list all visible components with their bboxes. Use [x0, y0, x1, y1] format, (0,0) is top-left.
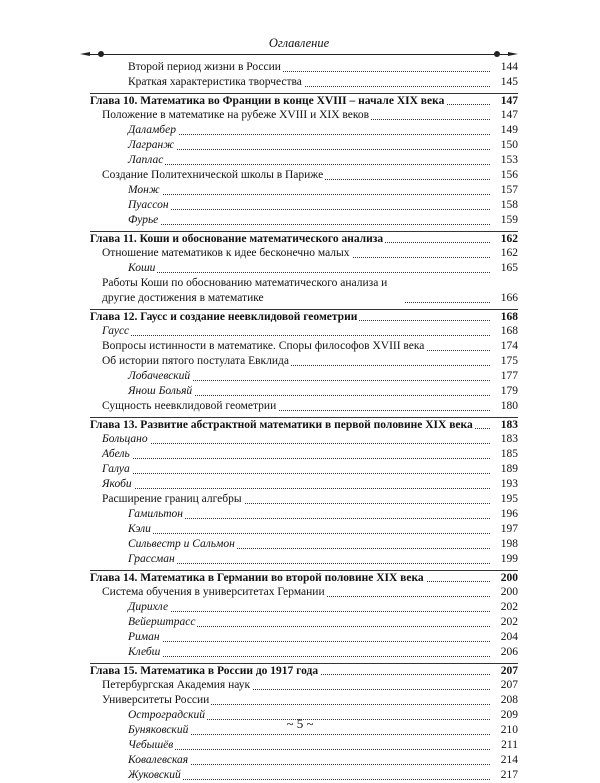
toc-entry-title: Создание Политехнической школы в Париже	[102, 169, 324, 181]
toc-entry-title: Вопросы истинности в математике. Споры философов XVIII века	[102, 340, 425, 352]
toc-entry-title: Абель	[102, 448, 130, 460]
toc-entry-title: Грассман	[128, 553, 175, 565]
toc-entry-page: 177	[490, 369, 518, 384]
toc-entry-title: Система обучения в университетах Германии	[102, 586, 325, 598]
toc-entry-page: 162	[490, 232, 518, 247]
header-rule-right-end	[508, 52, 518, 56]
toc-entry-page: 189	[490, 462, 518, 477]
toc-entry	[90, 432, 518, 447]
toc-entry-title: Буняковский	[128, 724, 189, 736]
toc-leader-dots	[128, 209, 490, 210]
header-rule-right-dot	[494, 51, 500, 57]
toc-entry-title: Глава 10. Математика во Франции в конце XVIII – начале XIX века	[90, 95, 445, 107]
toc-entry	[90, 354, 518, 369]
toc-entry-title: Лаплас	[128, 154, 164, 166]
toc-leader-dots	[128, 164, 490, 165]
toc-entry-title: Отношение математиков к идее бесконечно малых	[102, 247, 350, 259]
toc-leader-dots	[102, 458, 490, 459]
toc-leader-dots	[102, 488, 490, 489]
toc-entry	[90, 198, 518, 213]
toc-entry	[90, 246, 518, 261]
toc-entry-page: 208	[490, 693, 518, 708]
toc-entry	[90, 462, 518, 477]
toc-entry-page: 157	[490, 183, 518, 198]
toc-entry-title: Кэли	[128, 523, 151, 535]
toc-entry-page: 197	[490, 522, 518, 537]
toc-entry-page: 183	[490, 418, 518, 433]
toc-entry	[90, 183, 518, 198]
toc-entry-title: Гаусс	[102, 325, 130, 337]
toc-entry	[90, 213, 518, 228]
toc-entry-page: 209	[490, 708, 518, 723]
toc-entry-title: Фурье	[128, 214, 159, 226]
toc-entry-page: 185	[490, 447, 518, 462]
toc-entry-title: Даламбер	[128, 124, 176, 136]
toc-entry-title: Монж	[128, 184, 160, 196]
toc-entry-title: Жуковский	[128, 769, 181, 781]
running-header-title: Оглавление	[268, 36, 330, 50]
toc-entry-page: 162	[490, 246, 518, 261]
toc-entry	[90, 507, 518, 522]
toc-entry-title: Остроградский	[128, 709, 206, 721]
toc-entry	[90, 399, 518, 414]
toc-entry-title: Якоби	[102, 478, 132, 490]
toc-entry	[90, 768, 518, 783]
toc-entry-title: Пуассон	[128, 199, 169, 211]
toc-leader-dots	[128, 224, 490, 225]
toc-entry-page: 175	[490, 354, 518, 369]
header-rule-left-end	[80, 52, 90, 56]
toc-entry-title: Университеты России	[102, 694, 210, 706]
toc-entry	[90, 108, 518, 123]
toc-entry-title: Галуа	[102, 463, 130, 475]
toc-leader-dots	[128, 641, 490, 642]
toc-leader-dots	[128, 611, 490, 612]
toc-entry-page: 144	[490, 60, 518, 75]
toc-entry-page: 147	[490, 108, 518, 123]
toc-entry-page: 145	[490, 75, 518, 90]
toc-entry-title: Коши	[128, 262, 156, 274]
toc-entry	[90, 447, 518, 462]
header-rule-left-dot	[98, 51, 104, 57]
toc-entry-page: 210	[490, 723, 518, 738]
toc-entry-page: 147	[490, 94, 518, 109]
toc-entry-page: 214	[490, 753, 518, 768]
toc-entry-page: 207	[490, 678, 518, 693]
toc-entry	[90, 123, 518, 138]
toc-chapter	[90, 231, 518, 246]
toc-entry-title: Глава 13. Развитие абстрактной математики в первой половине XIX века	[90, 419, 473, 431]
toc-entry-page: 217	[490, 768, 518, 783]
toc-entry	[90, 492, 518, 507]
toc-entry-title: Риман	[128, 631, 160, 643]
toc-entry-page: 200	[490, 571, 518, 586]
toc-entry-page: 204	[490, 630, 518, 645]
toc-entry	[90, 615, 518, 630]
toc-entry	[90, 537, 518, 552]
running-header	[90, 36, 508, 58]
toc-entry	[90, 153, 518, 168]
toc-entry-title: Глава 12. Гаусс и создание неевклидовой геометрии	[90, 311, 358, 323]
toc-entry-page: 158	[490, 198, 518, 213]
toc-entry-page: 159	[490, 213, 518, 228]
toc-entry-page: 165	[490, 261, 518, 276]
toc-entry-page: 207	[490, 664, 518, 679]
toc-leader-dots	[128, 272, 490, 273]
toc-entry-title: Сильвестр и Сальмон	[128, 538, 235, 550]
toc-entry	[90, 276, 518, 306]
toc-entry-title: Положение в математике на рубеже XVIII и XIX веков	[102, 109, 370, 121]
toc-entry	[90, 645, 518, 660]
toc-entry-page: 179	[490, 384, 518, 399]
toc-entry-title: Клебш	[128, 646, 161, 658]
toc-entry-page: 198	[490, 537, 518, 552]
toc-entry	[90, 630, 518, 645]
toc-entry-page: 168	[490, 310, 518, 325]
toc-entry-title: Лагранж	[128, 139, 174, 151]
toc-entry-title: Петербургская Академия наук	[102, 679, 251, 691]
toc-entry-title: Глава 11. Коши и обоснование математического анализа	[90, 233, 384, 245]
toc-entry-title: Расширение границ алгебры	[102, 493, 242, 505]
toc-entry-page: 199	[490, 552, 518, 567]
toc-entry-title: Глава 14. Математика в Германии во второй половине XIX века	[90, 572, 424, 584]
toc-entry	[90, 693, 518, 708]
toc-entry-page: 150	[490, 138, 518, 153]
toc-entry	[90, 477, 518, 492]
toc-entry-page: 211	[490, 738, 518, 753]
toc-entry	[90, 738, 518, 753]
toc-entry-page: 174	[490, 339, 518, 354]
toc-entry-title: Больцано	[102, 433, 148, 445]
toc-entry-title: Краткая характеристика творчества	[128, 76, 302, 88]
toc-entry-title: Сущность неевклидовой геометрии	[102, 400, 277, 412]
toc-entry-page: 156	[490, 168, 518, 183]
toc-entry	[90, 339, 518, 354]
toc-entry-title: Вейерштрасс	[128, 616, 196, 628]
toc-entry-page: 202	[490, 600, 518, 615]
toc-entry-title: Чебышёв	[128, 739, 174, 751]
toc-entry	[90, 369, 518, 384]
toc-entry-title: Дирихле	[128, 601, 169, 613]
toc-entry	[90, 168, 518, 183]
toc-entry-title: Работы Коши по обоснованию математического анализа и другие достижения в математике	[102, 276, 404, 306]
toc-entry-page: 149	[490, 123, 518, 138]
toc-entry	[90, 585, 518, 600]
toc-entry	[90, 60, 518, 75]
toc-entry	[90, 522, 518, 537]
toc-chapter	[90, 309, 518, 324]
toc-leader-dots	[102, 335, 490, 336]
toc-entry-page: 180	[490, 399, 518, 414]
toc-leader-dots	[128, 134, 490, 135]
toc-entry-title: Янош Больяй	[128, 385, 193, 397]
toc-entry-title: Лобачевский	[128, 370, 191, 382]
table-of-contents	[90, 60, 518, 783]
toc-entry-page: 183	[490, 432, 518, 447]
header-rule	[90, 54, 508, 55]
toc-entry	[90, 138, 518, 153]
toc-entry-page: 206	[490, 645, 518, 660]
toc-chapter	[90, 417, 518, 432]
toc-entry-page: 195	[490, 492, 518, 507]
toc-entry	[90, 324, 518, 339]
toc-chapter	[90, 93, 518, 108]
toc-leader-dots	[128, 194, 490, 195]
toc-entry-page: 196	[490, 507, 518, 522]
toc-entry-title: Второй период жизни в России	[128, 61, 281, 73]
toc-entry	[90, 75, 518, 90]
toc-entry-page: 202	[490, 615, 518, 630]
toc-leader-dots	[128, 656, 490, 657]
toc-entry-page: 166	[490, 291, 518, 306]
toc-entry-page: 153	[490, 153, 518, 168]
toc-entry-page: 193	[490, 477, 518, 492]
toc-entry	[90, 678, 518, 693]
toc-leader-dots	[102, 473, 490, 474]
page-number: ~ 5 ~	[286, 716, 314, 731]
toc-chapter	[90, 570, 518, 585]
toc-entry	[90, 384, 518, 399]
toc-leader-dots	[102, 443, 490, 444]
toc-entry	[90, 552, 518, 567]
toc-entry-title: Гамильтон	[128, 508, 183, 520]
toc-entry-page: 168	[490, 324, 518, 339]
toc-entry-title: Об истории пятого постулата Евклида	[102, 355, 289, 367]
toc-entry-title: Глава 15. Математика в России до 1917 года	[90, 665, 319, 677]
toc-leader-dots	[128, 533, 490, 534]
toc-chapter	[90, 663, 518, 678]
toc-entry	[90, 600, 518, 615]
toc-entry	[90, 261, 518, 276]
toc-leader-dots	[128, 563, 490, 564]
toc-entry-title: Ковалевская	[128, 754, 189, 766]
toc-entry	[90, 753, 518, 768]
toc-entry-page: 200	[490, 585, 518, 600]
toc-leader-dots	[128, 149, 490, 150]
